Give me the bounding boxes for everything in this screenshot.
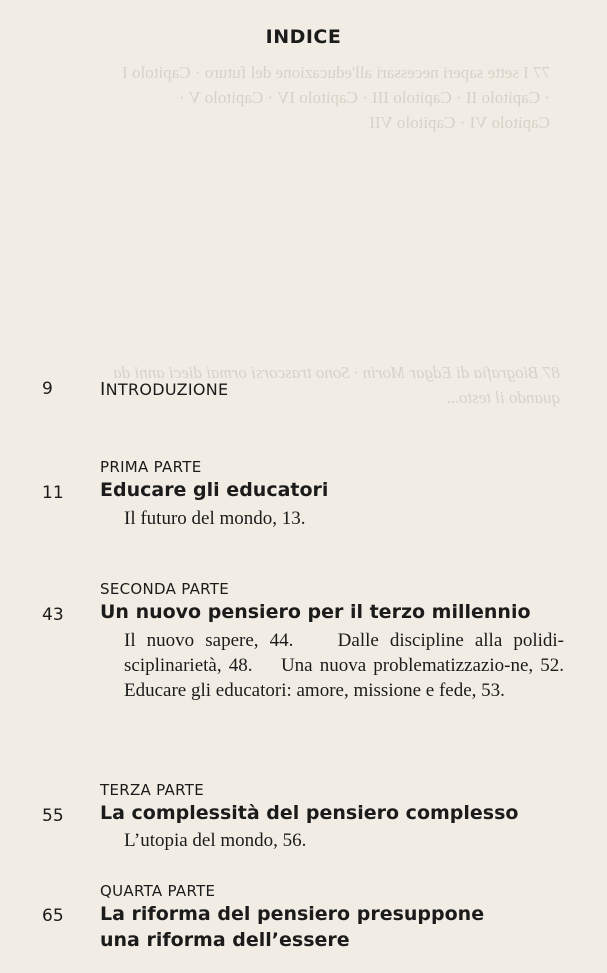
page-title: INDICE <box>265 26 342 48</box>
part-label-4: QUARTA PARTE <box>100 882 216 900</box>
part-label-1: PRIMA PARTE <box>100 458 202 476</box>
part-page-number-3: 55 <box>42 806 64 826</box>
show-through-text: 77 I sette saperi necessari all'educazione del futuro · Capitolo I · Capitolo II · Capitolo III · Capitolo IV · Capitolo V · Capitolo VI · Capitolo VII <box>122 63 550 132</box>
part-page-number-1: 11 <box>42 483 64 503</box>
intro-entry[interactable] <box>100 379 228 400</box>
part-title-4-line2: una riforma dell’essere <box>100 929 350 951</box>
intro-label-rest: NTRODUZIONE <box>105 380 229 399</box>
part-label-3: TERZA PARTE <box>100 781 204 799</box>
part-title-1[interactable]: Educare gli educatori <box>100 479 329 501</box>
part-title-4-line1: La riforma del pensiero presuppone <box>100 903 485 925</box>
intro-initial: I <box>100 379 106 400</box>
part-label-2: SECONDA PARTE <box>100 580 230 598</box>
part-entries-3: L’utopia del mondo, 56. <box>124 830 307 851</box>
part-page-number-2: 43 <box>42 605 64 625</box>
part-title-4[interactable] <box>100 901 570 953</box>
part-entries-2-text: Il nuovo sapere, 44. Dalle discipline alla polidi-sciplinarietà, 48. Una nuova problematizzazio-ne, 52. Educare gli educatori: amore, missione e fede, 53. <box>124 630 583 701</box>
part-entries-1: Il futuro del mondo, 13. <box>124 508 306 529</box>
part-entries-2 <box>124 628 583 703</box>
show-through-text-lower: 87 Biografia di Edgar Morin · Sono trascorsi ormai dieci anni da quando il testo... <box>113 363 560 407</box>
intro-page-number: 9 <box>42 379 53 399</box>
part-page-number-4: 65 <box>42 906 64 926</box>
part-title-3[interactable]: La complessità del pensiero complesso <box>100 802 519 824</box>
part-title-2[interactable]: Un nuovo pensiero per il terzo millennio <box>100 601 531 623</box>
